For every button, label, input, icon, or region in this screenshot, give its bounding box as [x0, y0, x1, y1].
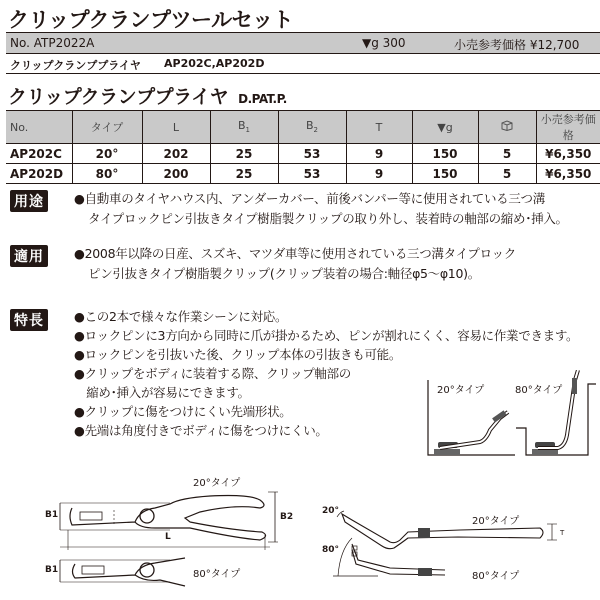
dim-t-label: T — [560, 529, 565, 537]
cell-qty: 5 — [478, 144, 536, 164]
feature-line: ●この2本で様々な作業シーンに対応。 — [74, 309, 288, 324]
cell-b2: 53 — [278, 164, 346, 184]
cell-weight: 150 — [412, 144, 478, 164]
cell-t: 9 — [346, 164, 412, 184]
set-contents-value: AP202C,AP202D — [164, 57, 265, 70]
col-header-t: T — [346, 111, 412, 144]
col-header-weight: ▼g — [412, 111, 478, 144]
product-name: クリップクランププライヤ — [8, 86, 229, 108]
cell-qty: 5 — [478, 164, 536, 184]
cell-price: ¥6,350 — [536, 144, 600, 164]
col-header-qty — [478, 111, 536, 144]
feature-line: ●クリップをボディに装着する際、クリップ軸部の — [74, 366, 352, 381]
cell-b1: 25 — [210, 144, 278, 164]
feature-line: ●クリップに傷をつけにくい先端形状。 — [74, 404, 292, 419]
dim-l-label: L — [165, 532, 171, 542]
dim-b2-label: B2 — [280, 512, 294, 522]
usage-line: ●自動車のタイヤハウス内、アンダーカバー、前後バンパー等に使用されている三つ溝 — [74, 191, 545, 206]
pliers-side-view-diagram — [300, 480, 600, 600]
col-header-price: 小売参考価格 — [536, 111, 600, 144]
table-row — [6, 164, 600, 184]
cell-weight: 150 — [412, 164, 478, 184]
col-header-type: タイプ — [72, 111, 142, 144]
set-contents-row — [6, 54, 600, 74]
feature-line: ●ロックピンを引抜いた後、クリップ本体の引抜きも可能。 — [74, 347, 402, 362]
angle-80-label: 80° — [322, 545, 340, 555]
dim-b1b-label: B1 — [45, 565, 59, 575]
col-header-l: L — [142, 111, 210, 144]
set-weight: ▼g 300 — [362, 36, 406, 50]
cell-type: 80° — [72, 164, 142, 184]
set-price: 小売参考価格 ¥12,700 — [454, 38, 580, 52]
usage-80-label: 80°タイプ — [515, 385, 563, 396]
top-80-label: 80°タイプ — [193, 569, 241, 580]
feature-line: ●ロックピンに3方向から同時に爪が掛かるため、ピンが割れにくく、容易に作業できます。 — [74, 328, 579, 343]
side-80-label: 80°タイプ — [472, 571, 520, 582]
application-text — [74, 244, 516, 284]
cell-type: 20° — [72, 144, 142, 164]
top-20-label: 20°タイプ — [193, 478, 241, 489]
cell-b1: 25 — [210, 164, 278, 184]
application-line: ●2008年以降の日産、スズキ、マツダ車等に使用されている三つ溝タイプロック — [74, 246, 516, 261]
feature-line: ●先端は角度付きでボディに傷をつけにくい。 — [74, 423, 328, 438]
col-header-b2: $B_2$ — [278, 111, 346, 144]
cell-l: 200 — [142, 164, 210, 184]
cell-b2: 53 — [278, 144, 346, 164]
dim-b1-label: B1 — [45, 510, 59, 520]
side-20-label: 20°タイプ — [472, 516, 520, 527]
set-title: クリップクランプツールセット — [8, 8, 294, 32]
application-badge: 適用 — [10, 245, 48, 267]
col-header-b1: $B_1$ — [210, 111, 278, 144]
usage-line: タイプロックピン引抜きタイプ樹脂製クリップの取り外し、装着時の軸部の縮め･挿入。 — [88, 211, 568, 226]
product-title — [8, 82, 287, 109]
angle-20-label: 20° — [322, 506, 340, 516]
cell-price: ¥6,350 — [536, 164, 600, 184]
cell-no: AP202D — [6, 164, 72, 184]
patent-label: D.PAT.P. — [238, 92, 287, 106]
set-number: No. ATP2022A — [10, 36, 95, 50]
application-line: ピン引抜きタイプ樹脂製クリップ(クリップ装着の場合:軸径φ5～φ10)。 — [88, 266, 480, 281]
cell-t: 9 — [346, 144, 412, 164]
set-contents-label: クリップクランププライヤ — [10, 59, 141, 72]
table-row — [6, 144, 600, 164]
feature-line: 縮め･挿入が容易にできます。 — [74, 385, 250, 400]
col-header-no: No. — [6, 111, 72, 144]
usage-20-label: 20°タイプ — [437, 385, 485, 396]
pliers-top-view-diagram — [20, 470, 300, 600]
usage-badge: 用途 — [10, 190, 48, 212]
cell-l: 202 — [142, 144, 210, 164]
cell-no: AP202C — [6, 144, 72, 164]
features-badge: 特長 — [10, 309, 48, 331]
usage-text — [74, 189, 568, 229]
box-icon — [501, 120, 513, 131]
spec-table — [6, 110, 600, 184]
set-info-bar — [6, 32, 600, 54]
table-header-row — [6, 111, 600, 144]
